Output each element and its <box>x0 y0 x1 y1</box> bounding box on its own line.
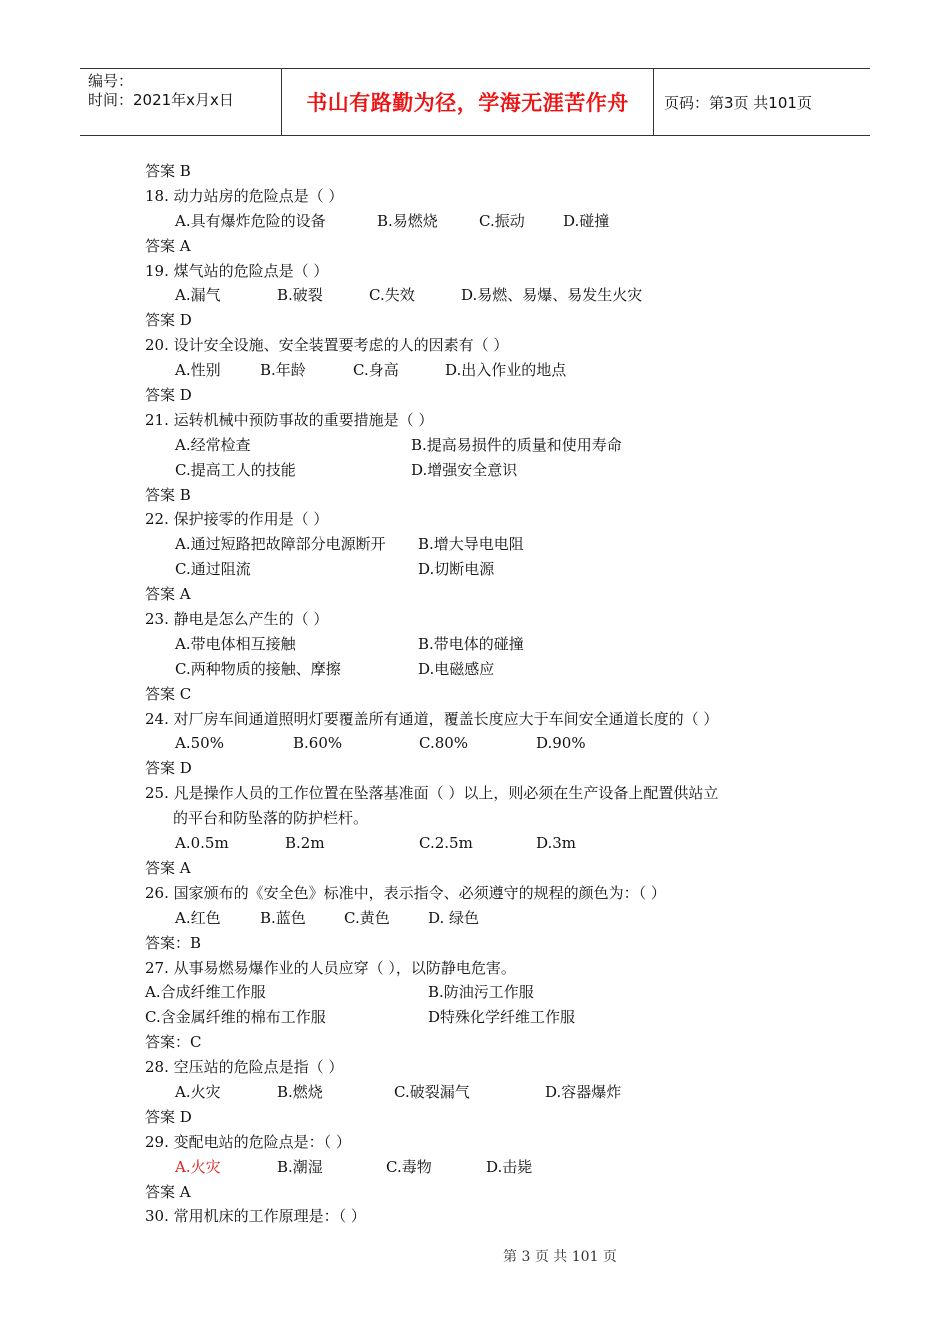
answer-line: 答案 D <box>145 759 192 778</box>
option-d: D.切断电源 <box>418 560 495 579</box>
question-22: 22. 保护接零的作用是（ ） <box>145 510 329 529</box>
option-a: A.漏气 <box>175 286 221 305</box>
option-d: D.90% <box>536 734 586 753</box>
option-c: C.毒物 <box>386 1157 432 1176</box>
option-b: B.破裂 <box>277 286 323 305</box>
options-row <box>145 1005 845 1030</box>
answer-line: 答案 A <box>145 585 191 604</box>
question-18: 18. 动力站房的危险点是（ ） <box>145 186 344 205</box>
option-c: C.80% <box>419 734 469 753</box>
options-row <box>145 433 845 458</box>
question-24: 24. 对厂房车间通道照明灯要覆盖所有通道，覆盖长度应大于车间安全通道长度的（ ） <box>145 709 719 728</box>
option-b: B.年龄 <box>260 361 306 380</box>
option-d: D.易燃、易爆、易发生火灾 <box>461 286 643 305</box>
answer-line: 答案 B <box>145 485 191 504</box>
question-23: 23. 静电是怎么产生的（ ） <box>145 610 329 629</box>
options-row <box>145 831 845 856</box>
answer-line: 答案 B <box>145 162 191 180</box>
option-b: B.易燃烧 <box>377 211 438 230</box>
options-row <box>145 532 845 557</box>
option-c: C.提高工人的技能 <box>175 460 296 479</box>
options-row <box>145 731 845 756</box>
options-row <box>145 557 845 582</box>
options-row <box>145 458 845 483</box>
question-25: 25. 凡是操作人员的工作位置在坠落基准面（ ）以上，则必须在生产设备上配置供站立 <box>145 784 719 803</box>
option-c: C.2.5m <box>419 834 473 853</box>
question-28: 28. 空压站的危险点是指（ ） <box>145 1058 344 1077</box>
answer-line: 答案 C <box>145 684 192 703</box>
answer-line: 答案 A <box>145 1182 191 1201</box>
options-row <box>145 283 845 308</box>
question-20: 20. 设计安全设施、安全装置要考虑的人的因素有（ ） <box>145 336 509 355</box>
option-a: A.50% <box>175 734 224 753</box>
option-a: A.火灾 <box>175 1082 221 1101</box>
option-a: A.通过短路把故障部分电源断开 <box>175 535 386 554</box>
answer-line: 答案 A <box>145 236 191 255</box>
answer-line: 答案：B <box>145 933 202 952</box>
page-footer: 第 3 页 共 101 页 <box>503 1249 617 1265</box>
option-c: C.含金属纤维的棉布工作服 <box>145 1008 326 1027</box>
header-motto: 书山有路勤为径，学海无涯苦作舟 <box>282 69 654 135</box>
option-d: D.出入作业的地点 <box>445 361 567 380</box>
answer-line: 答案：C <box>145 1033 202 1052</box>
option-c: C.失效 <box>369 286 415 305</box>
option-d: D特殊化学纤维工作服 <box>428 1008 576 1027</box>
option-d: D.容器爆炸 <box>545 1082 622 1101</box>
options-row <box>145 209 845 234</box>
question-25-continued: 的平台和防坠落的防护栏杆。 <box>173 809 369 828</box>
doc-number-label: 编号： <box>88 72 134 90</box>
question-list <box>145 159 845 1229</box>
option-b: B.增大导电电阻 <box>418 535 524 554</box>
options-row <box>145 632 845 657</box>
question-29: 29. 变配电站的危险点是：（ ） <box>145 1132 351 1151</box>
option-c: C.黄色 <box>344 908 390 927</box>
option-c: C.振动 <box>479 211 525 230</box>
option-b: B.60% <box>293 734 343 753</box>
options-row <box>145 358 845 383</box>
option-a: A.性别 <box>175 361 221 380</box>
options-row <box>145 1080 845 1105</box>
doc-time-label: 时间：2021年x月x日 <box>88 91 234 109</box>
option-d: D.击毙 <box>486 1157 533 1176</box>
option-b: B.2m <box>285 834 325 853</box>
question-27: 27. 从事易燃易爆作业的人员应穿（ ），以防静电危害。 <box>145 958 516 977</box>
options-row <box>145 657 845 682</box>
answer-line: 答案 D <box>145 1107 192 1126</box>
options-row <box>145 1155 845 1180</box>
option-b: B.燃烧 <box>277 1082 323 1101</box>
question-30: 30. 常用机床的工作原理是：（ ） <box>145 1207 366 1226</box>
question-21: 21. 运转机械中预防事故的重要措施是（ ） <box>145 410 434 429</box>
question-19: 19. 煤气站的危险点是（ ） <box>145 261 329 280</box>
option-a: A.具有爆炸危险的设备 <box>175 211 326 230</box>
option-c: C.通过阻流 <box>175 560 251 579</box>
header-page-info: 页码：第3页 共101页 <box>664 93 812 112</box>
option-b: B.提高易损件的质量和使用寿命 <box>411 435 622 454</box>
option-c: C.两种物质的接触、摩擦 <box>175 659 341 678</box>
options-row <box>145 906 845 931</box>
option-d: D. 绿色 <box>428 908 480 927</box>
option-a: A.经常检查 <box>175 435 251 454</box>
option-a: A.0.5m <box>175 834 229 853</box>
option-a-highlighted: A.火灾 <box>175 1157 221 1176</box>
option-d: D.3m <box>536 834 577 853</box>
option-b: B.潮湿 <box>277 1157 323 1176</box>
option-b: B.蓝色 <box>260 908 306 927</box>
option-b: B.带电体的碰撞 <box>418 634 524 653</box>
options-row <box>145 980 845 1005</box>
answer-line: 答案 D <box>145 311 192 330</box>
answer-line: 答案 D <box>145 386 192 405</box>
option-a: A.带电体相互接触 <box>175 634 296 653</box>
option-d: D.电磁感应 <box>418 659 495 678</box>
question-26: 26. 国家颁布的《安全色》标准中，表示指令、必须遵守的规程的颜色为：（ ） <box>145 883 666 902</box>
option-d: D.增强安全意识 <box>411 460 518 479</box>
option-a: A.合成纤维工作服 <box>145 983 266 1002</box>
option-c: C.破裂漏气 <box>394 1082 470 1101</box>
answer-line: 答案 A <box>145 858 191 877</box>
header-meta <box>80 69 282 135</box>
page-header <box>80 68 870 136</box>
option-c: C.身高 <box>353 361 399 380</box>
option-a: A.红色 <box>175 908 221 927</box>
option-b: B.防油污工作服 <box>428 983 534 1002</box>
option-d: D.碰撞 <box>563 211 610 230</box>
